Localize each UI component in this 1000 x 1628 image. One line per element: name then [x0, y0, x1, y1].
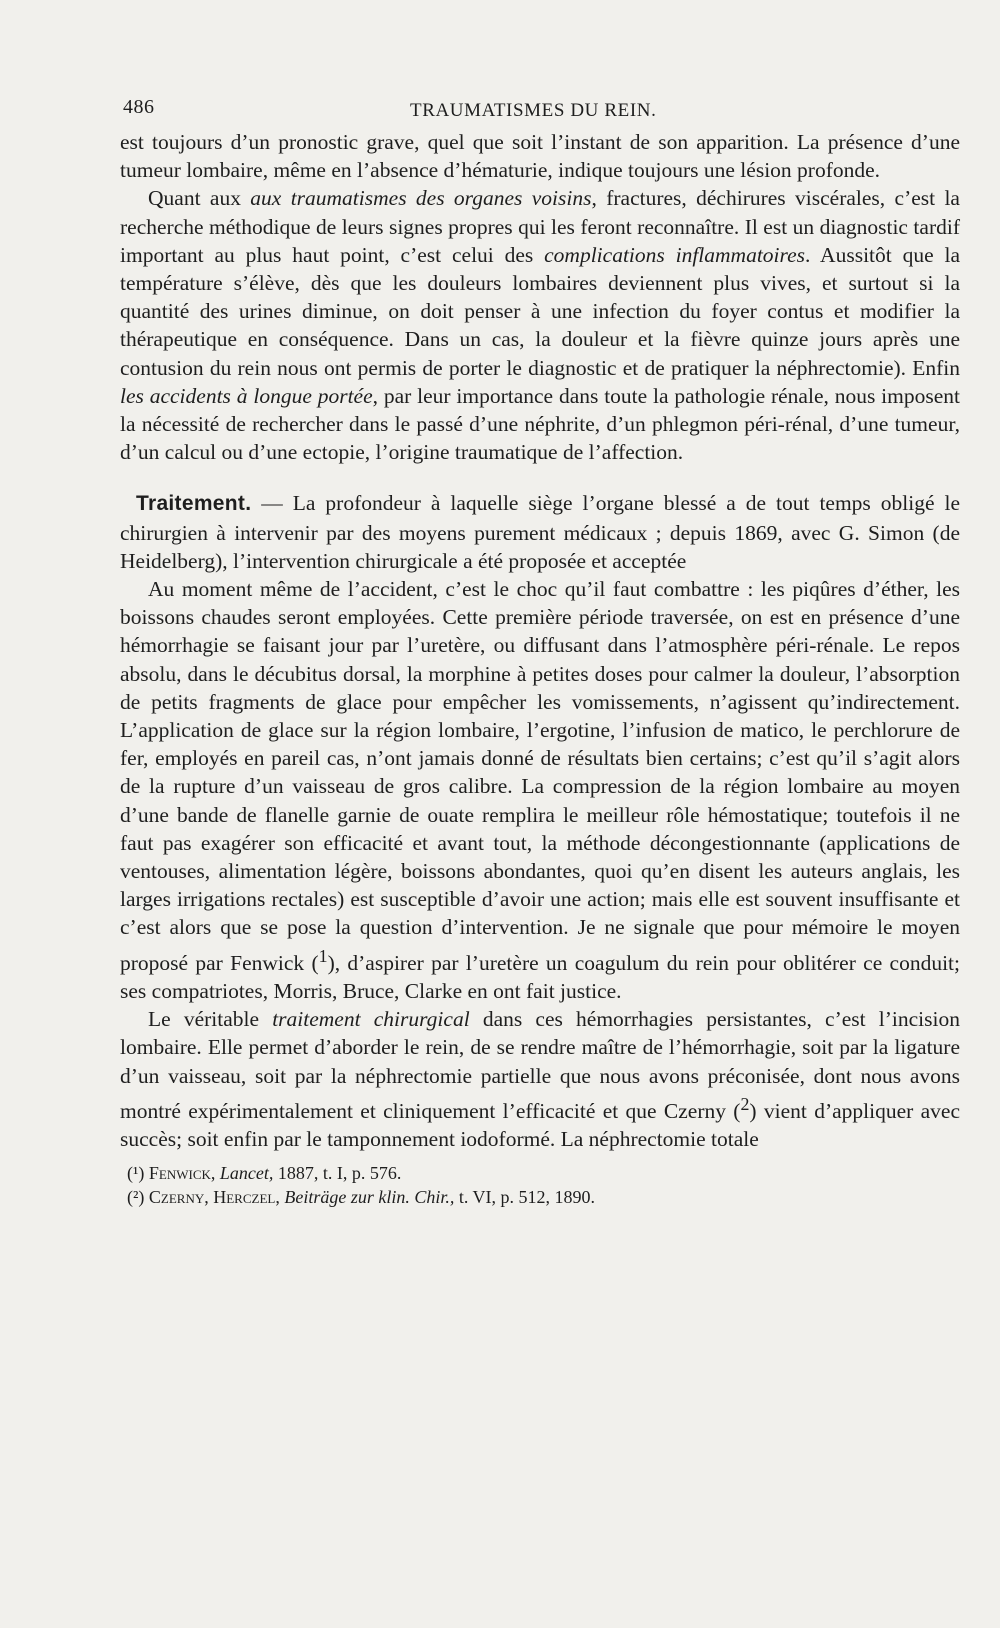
running-head: [120, 88, 960, 128]
paragraph-surgical-treatment: Le véritable traitement chirurgical dans ces hémorrhagies persistantes, c’est l’incision lombaire. Elle permet d’aborder le rein, de se rendre maître de l’hémorrhagie, soit par la ligature d’un vaisseau, soit par la néphrectomie partielle que nous avons préconisée, dont nous avons montré expérimentalement et cliniquement l’efficacité et que Czerny ($^2$) vient d’appliquer avec succès; soit enfin par le tamponnement iodoformé. La néphrectomie totale: [120, 1007, 960, 1152]
paragraph-medical-treatment: Au moment même de l’accident, c’est le choc qu’il faut combattre : les piqûres d’éther, les boissons chaudes seront employées. Cette première période traversée, on est en présence d’une hémorrhagie se faisant jour par l’uretère, ou diffusant dans l’atmosphère péri-rénale. Le repos absolu, dans le décubitus dorsal, la morphine à petites doses pour calmer la douleur, l’absorption de petits fragments de glace pour empêcher les vomissements, n’agissent qu’indirectement. L’application de glace sur la région lombaire, l’ergotine, l’infusion de matico, le perchlorure de fer, employés en pareil cas, n’ont jamais donné de résultats bien certains; c’est qu’il s’agit alors de la rupture d’un vaisseau de gros calibre. La compression de la région lombaire au moyen d’une bande de flanelle garnie de ouate remplira le meilleur rôle hémostatique; toutefois il ne faut pas exagérer son efficacité et avant tout, la méthode décongestionnante (applications de ventouses, alimentation légère, boissons abondantes, quoi qu’en disent les auteurs anglais, les larges irrigations rectales) est susceptible d’avoir une action; mais elle est souvent insuffisante et c’est alors que se pose la question d’intervention. Je ne signale que pour mémoire le moyen proposé par Fenwick ($^1$), d’aspirer par l’uretère un coagulum du rein pour oblitérer ce conduit; ses compatriotes, Morris, Bruce, Clarke en ont fait justice.: [120, 577, 960, 1004]
footnotes: [120, 1161, 960, 1209]
footnote-2: (²) Czerny, Herczel, Beiträge zur klin. Chir., t. VI, p. 512, 1890.: [127, 1187, 596, 1208]
section-heading-treatment: Traitement.: [136, 492, 252, 516]
page-number: 486: [123, 96, 155, 118]
running-title: TRAUMATISMES DU REIN.: [410, 100, 657, 121]
emphasis-inflammatory-complications: complications inflammatoires: [544, 242, 806, 267]
emphasis-surgical-treatment: traitement chirurgical: [272, 1007, 470, 1032]
emphasis-long-range-accidents: les accidents à longue portée: [120, 383, 373, 408]
footnote-ref-2: 2: [740, 1093, 750, 1114]
emphasis-neighbouring-traumas: aux traumatismes des organes voisins: [250, 186, 592, 211]
paragraph-diagnosis: Quant aux aux traumatismes des organes voisins, fractures, déchirures viscérales, c’est la recherche méthodique de leurs signes propres qui les feront reconnaître. Il est un diagnostic tardif important au plus haut point, c’est celui des complications inflammatoires. Aussitôt que la température s’élève, dès que les douleurs lombaires deviennent plus vives, et surtout si la quantité des urines diminue, on doit penser à une infection du foyer contus et modifier la thérapeutique en conséquence. Dans un cas, la douleur et la fièvre quinze jours après une contusion du rein nous ont permis de porter le diagnostic et de pratiquer la néphrectomie). Enfin les accidents à longue portée, par leur importance dans toute la pathologie rénale, nous imposent la nécessité de rechercher dans le passé d’une néphrite, d’un phlegmon péri-rénal, d’une tumeur, d’un calcul ou d’une ectopie, l’origine traumatique de l’affection.: [120, 186, 960, 465]
paragraph-treatment-intro: Traitement. — La profondeur à laquelle siège l’organe blessé a de tout temps obligé le chirurgien à intervenir par des moyens purement médicaux ; depuis 1869, avec G. Simon (de Heidelberg), l’intervention chirurgicale a été proposée et acceptée: [120, 491, 960, 573]
footnote-1: (¹) Fenwick, Lancet, 1887, t. I, p. 576.: [127, 1163, 402, 1184]
footnote-ref-1: 1: [318, 945, 328, 966]
body-text: [120, 128, 960, 1153]
paragraph-prognosis: est toujours d’un pronostic grave, quel que soit l’instant de son apparition. La présence d’une tumeur lombaire, même en l’absence d’hématurie, indique toujours une lésion profonde.: [120, 130, 960, 183]
